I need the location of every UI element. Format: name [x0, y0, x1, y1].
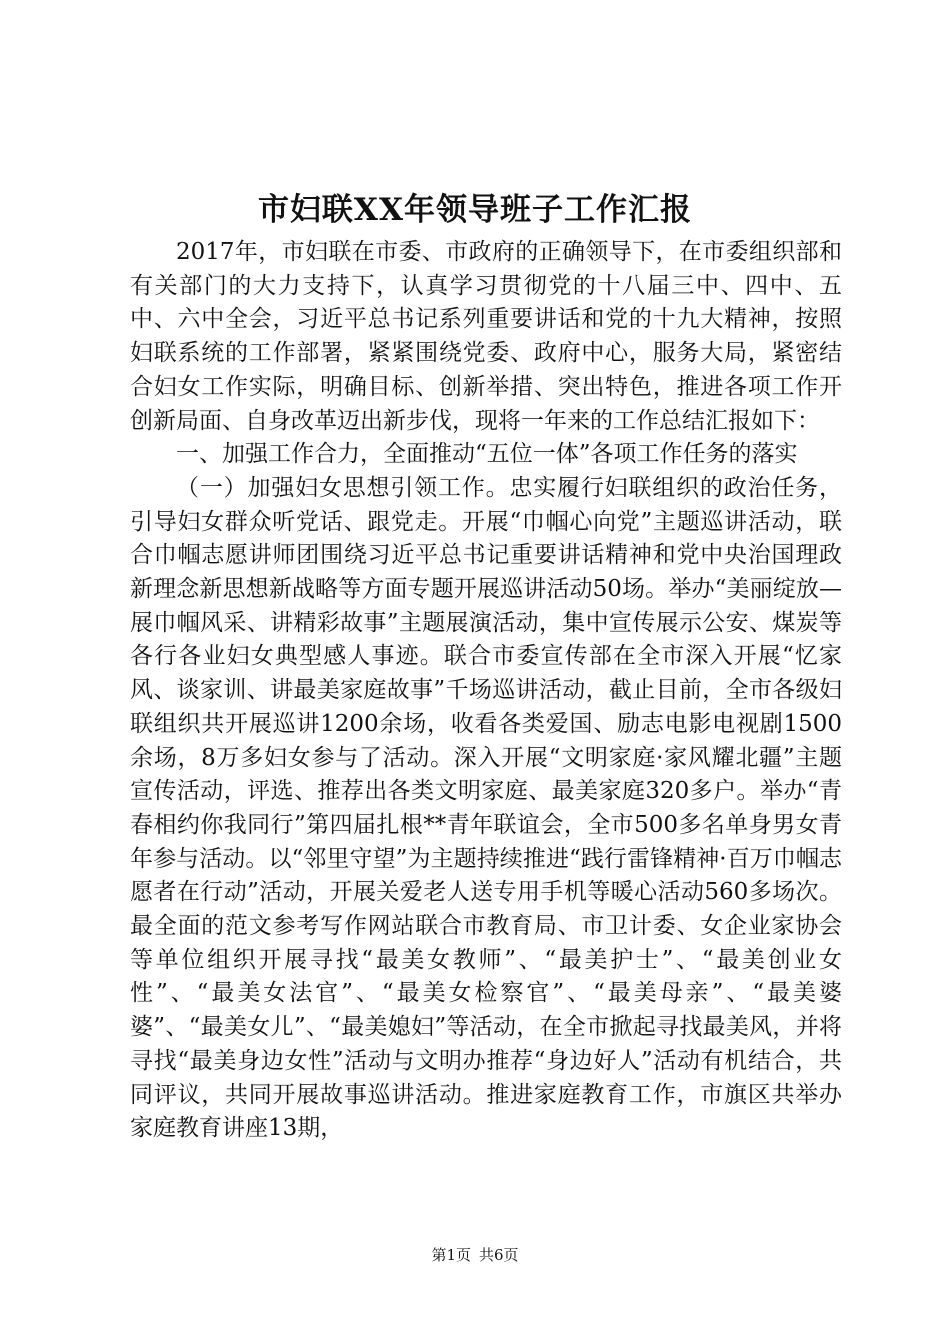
page-footer [0, 1244, 950, 1266]
document-title: 市妇联XX年领导班子工作汇报 [257, 192, 693, 228]
subsection-paragraph: （一）加强妇女思想引领工作。忠实履行妇联组织的政治任务，引导妇女群众听党话、跟党走。开展“巾帼心向党”主题巡讲活动，联合巾帼志愿讲师团围绕习近平总书记重要讲话精神和党中央治国理政新理念新思想新战略等方面专题开展巡讲活动50场。举办“美丽绽放—展巾帼风采、讲精彩故事”主题展演活动，集中宣传展示公安、煤炭等各行各业妇女典型感人事迹。联合市委宣传部在全市深入开展“忆家风、谈家训、讲最美家庭故事”千场巡讲活动，截止目前，全市各级妇联组织共开展巡讲1200余场，收看各类爱国、励志电影电视剧1500余场，8万多妇女参与了活动。深入开展“文明家庭·家风耀北疆”主题宣传活动，评选、推荐出各类文明家庭、最美家庭320多户。举办“青春相约你我同行”第四届扎根**青年联谊会，全市500多名单身男女青年参与活动。以“邻里守望”为主题持续推进“践行雷锋精神·百万巾帼志愿者在行动”活动，开展关爱老人送专用手机等暖心活动560多场次。最全面的范文参考写作网站联合市教育局、市卫计委、女企业家协会等单位组织开展寻找“最美女教师”、“最美护士”、“最美创业女性”、“最美女法官”、“最美女检察官”、“最美母亲”、“最美婆婆”、“最美女儿”、“最美媳妇”等活动，在全市掀起寻找最美风，并将寻找“最美身边女性”活动与文明办推荐“身边好人”活动有机结合，共同评议，共同开展故事巡讲活动。推进家庭教育工作，市旗区共举办家庭教育讲座13期， [130, 474, 842, 1142]
page-total: 共6页 [479, 1246, 519, 1264]
section-heading: 一、加强工作合力，全面推动“五位一体”各项工作任务的落实 [176, 441, 798, 468]
document-body [130, 236, 842, 1146]
page-number: 第1页 [431, 1246, 471, 1264]
intro-paragraph: 2017年，市妇联在市委、市政府的正确领导下，在市委组织部和有关部门的大力支持下，认真学习贯彻党的十八届三中、四中、五中、六中全会，习近平总书记系列重要讲话和党的十九大精神，按照妇联系统的工作部署，紧紧围绕党委、政府中心，服务大局，紧密结合妇女工作实际，明确目标、创新举措、突出特色，推进各项工作开创新局面、自身改革迈出新步伐，现将一年来的工作总结汇报如下： [130, 239, 842, 434]
